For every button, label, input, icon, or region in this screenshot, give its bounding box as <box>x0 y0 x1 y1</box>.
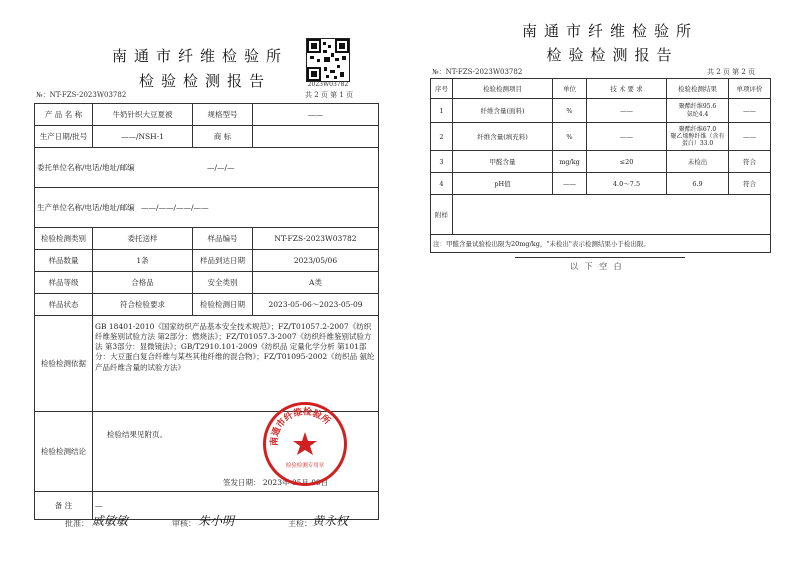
basis-value: GB 18401-2010《国家纺织产品基本安全技术规范》；FZ/T01057.2-2007《纺织纤维鉴别试验方法 第2部分：燃烧法》；FZ/T01057.3-2007《纺织纤维鉴别试验方法 第3部分：显微镜法》；GB/T2910.101-2009《纺织品 定量化学分析 第101部分：大豆蛋白复合纤维与某些其他纤维的混合物》；FZ/T01095-2002《纺织品 氨纶产品纤维含量的试验方法》 <box>93 316 379 412</box>
seal-text: 南通市纤维检验所 <box>269 407 332 447</box>
institute-title-2: 南通市纤维检验所 <box>521 22 698 40</box>
test-date-label: 检验检测日期 <box>193 294 253 316</box>
producer-value: ——/——/——/—— <box>140 203 209 212</box>
row-req: —— <box>587 123 667 151</box>
notes-row <box>431 195 771 235</box>
sign-date-label: 签发日期： <box>223 478 261 487</box>
report-number: №：NT-FZS-2023W03782 <box>36 91 127 99</box>
institute-title: 南通市纤维检验所 <box>111 47 288 65</box>
qty-value: 1条 <box>93 250 193 272</box>
conclusion-label: 检验检测结论 <box>35 412 93 492</box>
remark-value: — <box>93 492 379 520</box>
approve-label: 批准： <box>65 519 89 528</box>
qty-label: 样品数量 <box>35 250 93 272</box>
row-no: 4 <box>431 173 453 195</box>
review-label: 审核： <box>172 519 196 528</box>
table-row <box>431 123 771 151</box>
report-title-2: 检验检测报告 <box>546 46 679 64</box>
basis-label: 检验检测依据 <box>35 316 93 412</box>
row-eval: 符合 <box>729 151 771 173</box>
row-no: 3 <box>431 151 453 173</box>
results-header-row <box>431 79 771 99</box>
remark-label: 备 注 <box>35 492 93 520</box>
qr-code-text: 2023W03782 <box>307 81 349 88</box>
qr-code <box>306 38 350 82</box>
row-req: ≤20 <box>587 151 667 173</box>
status-label: 样品状态 <box>35 294 93 316</box>
client-row <box>35 148 379 188</box>
row-unit: —— <box>553 173 587 195</box>
producer-row <box>35 188 379 228</box>
page-info: 共 2 页 第 1 页 <box>305 91 354 99</box>
report-number-2: №：NT-FZS-2023W03782 <box>432 68 523 76</box>
grade-label: 样品等级 <box>35 272 93 294</box>
test-type-value: 委托送样 <box>93 228 193 250</box>
sign-date-value: 2023年 05月 09日 <box>262 478 329 487</box>
row-result: 聚酯纤维67.0 聚乙烯醇纤维（含有蛋白）33.0 <box>667 123 729 151</box>
header-req: 技 术 要 求 <box>587 79 667 99</box>
test-type-label: 检验检测类别 <box>35 228 93 250</box>
row-item: 纤维含量(填充料) <box>453 123 553 151</box>
blank-text: 以 下 空 白 <box>570 262 624 271</box>
row-eval: —— <box>729 123 771 151</box>
client-label: 委托单位名称/电话/地址/邮编 <box>37 163 135 172</box>
test-date-value: 2023-05-06～2023-05-09 <box>253 294 379 316</box>
row-item: 纤维含量(面料) <box>453 99 553 123</box>
safety-label: 安全类别 <box>193 272 253 294</box>
row-unit: % <box>553 99 587 123</box>
blank-divider <box>515 257 685 258</box>
arrival-label: 样品到达日期 <box>193 250 253 272</box>
header-no: 序号 <box>431 79 453 99</box>
report-title: 检验检测报告 <box>138 72 271 90</box>
row-item: 甲醛含量 <box>453 151 553 173</box>
notes-value <box>453 195 771 235</box>
arrival-value: 2023/05/06 <box>253 250 379 272</box>
row-eval: 符合 <box>729 173 771 195</box>
svg-text:南通市纤维检验所 <box>268 405 333 446</box>
sample-no-value: NT-FZS-2023W03782 <box>253 228 379 250</box>
table-row <box>431 173 771 195</box>
row-result: 未检出 <box>667 151 729 173</box>
row-result: 6.9 <box>667 173 729 195</box>
product-name-label: 产 品 名 称 <box>35 104 93 126</box>
sample-no-label: 样品编号 <box>193 228 253 250</box>
row-no: 1 <box>431 99 453 123</box>
seal-subtext: 检验检测专用章 <box>285 463 325 469</box>
grade-value: 合格品 <box>93 272 193 294</box>
review-signature: 朱小明 <box>198 514 235 528</box>
producer-label: 生产单位名称/电话/地址/邮编 <box>37 203 135 212</box>
row-unit: mg/kg <box>553 151 587 173</box>
header-item: 检验检测项目 <box>453 79 553 99</box>
prod-date-value: ——/NSH-1 <box>93 126 193 148</box>
row-result: 聚酯纤维95.6 氨纶4.4 <box>667 99 729 123</box>
product-name-value: 牛奶针织大豆夏被 <box>93 104 193 126</box>
row-item: pH值 <box>453 173 553 195</box>
status-value: 符合检验要求 <box>93 294 193 316</box>
table-row <box>431 99 771 123</box>
results-table <box>430 78 771 253</box>
row-req: 4.0～7.5 <box>587 173 667 195</box>
spec-label: 规格型号 <box>193 104 253 126</box>
client-value: —/—/— <box>206 163 235 172</box>
footnote-row <box>431 235 771 253</box>
header-result: 检验检测结果 <box>667 79 729 99</box>
row-eval: —— <box>729 99 771 123</box>
table-row <box>431 151 771 173</box>
approve-signature: 戚敏敏 <box>92 514 129 528</box>
inspect-signature: 黄永权 <box>312 514 349 528</box>
row-req: —— <box>587 99 667 123</box>
row-unit: % <box>553 123 587 151</box>
conclusion-value: 检验结果见附页。 <box>107 430 167 439</box>
prod-date-label: 生产日期/批号 <box>35 126 93 148</box>
inspect-label: 主检： <box>288 519 312 528</box>
header-unit: 单位 <box>553 79 587 99</box>
row-no: 2 <box>431 123 453 151</box>
footnote: 注：甲醛含量试验检出限为20mg/kg，"未检出"表示检测结果小于检出限。 <box>431 235 771 253</box>
safety-value: A类 <box>253 272 379 294</box>
notes-label: 附样 <box>431 195 453 235</box>
brand-value <box>253 126 379 148</box>
report-page-2 <box>400 0 800 565</box>
official-seal <box>263 402 347 486</box>
page-info-2: 共 2 页 第 2 页 <box>707 68 756 76</box>
header-eval: 单项评价 <box>729 79 771 99</box>
brand-label: 商 标 <box>193 126 253 148</box>
spec-value: —— <box>253 104 379 126</box>
